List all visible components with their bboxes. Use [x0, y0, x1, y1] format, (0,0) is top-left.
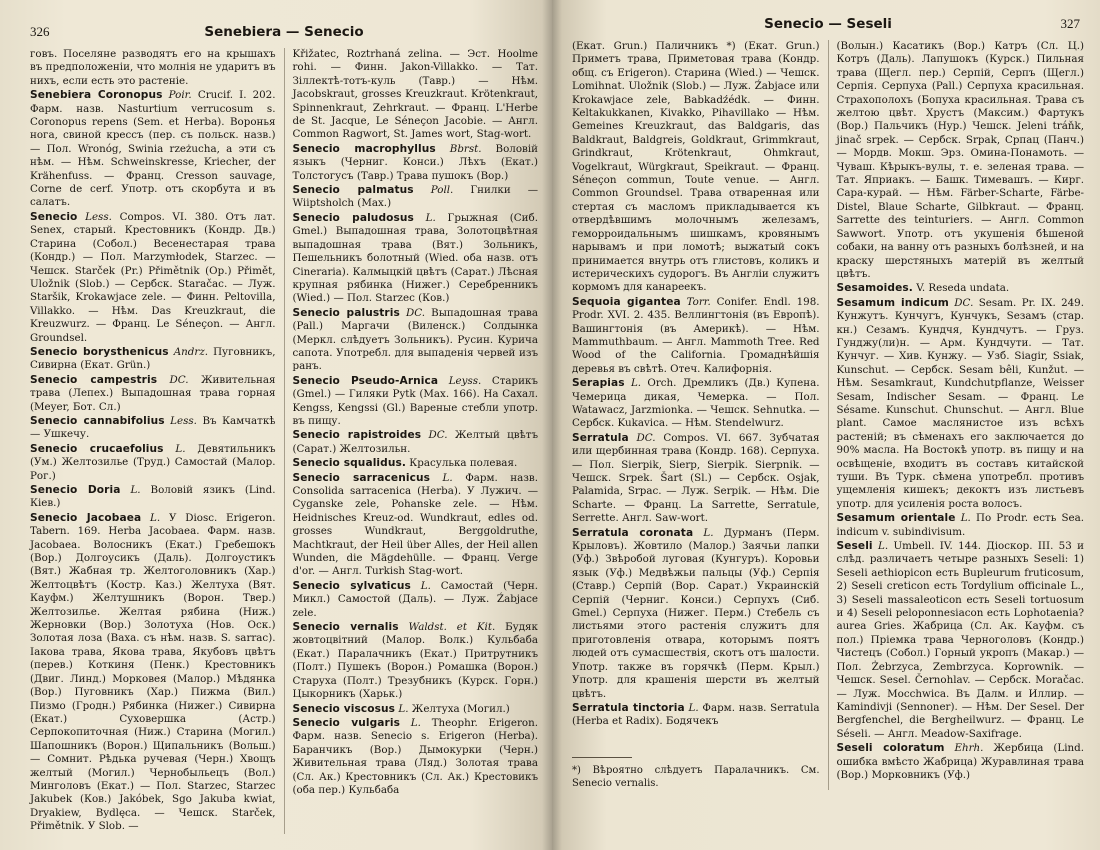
entry-headword: Senebiera Coronopus	[30, 89, 163, 102]
entry-headword: Serratula tinctoria	[572, 701, 685, 714]
dictionary-entry	[572, 702, 820, 729]
dictionary-entry	[572, 377, 820, 431]
entry-headword: Senecio palmatus	[292, 184, 414, 197]
entry-text: Umbell. IV. 144. Діоскор. III. 53 и слѣд. различаетъ четыре разныхъ Seseli: 1) Seseli aethiopicon есть Bupleurum fruticosum, 2) Seseli creticon есть Tordylium officinale L., 3) Seseli massaleoticon есть Seseli tortuosum и 4) Seseli peloponnesiacon есть Lophotaenia? aurea Gries. Жабрица (Сл. Ак. Кауфм. съ пол.) Пріемка трава Черноголовъ (Кондр.) Чистецъ (Собол.) Горный укропъ (Макар.) — Пол. Żebrzyca, Zembrzyca. Koprownik. — Чешск. Sesel. Černohlav. — Сербск. Moračac. — Луж. Mocchwica. Въ Далм. и Иллир. — Kamindivji (Sennoner). — Нѣм. Der Sesel. Der Bergfenchel, die Bergheilwurz. — Франц. Le Séseli. — Англ. Meadow-Saxifrage.	[836, 540, 1085, 740]
entry-authority: Less.	[85, 210, 112, 223]
dictionary-entry	[293, 717, 539, 797]
entry-text: Красулька полевая.	[409, 457, 518, 470]
entry-headword: Senecio macrophyllus	[292, 142, 436, 155]
entry-continuation	[572, 40, 820, 295]
entry-authority: L.	[175, 442, 186, 455]
entry-authority: L.	[688, 701, 699, 714]
entry-headword: Seseli	[836, 540, 873, 553]
entry-text: Воловій языкъ (Черниг. Конси.) Лѣхъ (Екат.) Толстогусъ (Тавр.) Трава пушокъ (Вор.)	[292, 142, 538, 182]
entry-authority: Poir.	[168, 89, 192, 102]
dictionary-entry	[572, 432, 820, 526]
entry-continuation	[837, 40, 1085, 281]
dictionary-entry	[293, 307, 539, 374]
entry-text: V. Reseda undata.	[916, 282, 1010, 295]
entry-headword: Senecio sylvaticus	[292, 579, 411, 592]
entry-headword: Senecio sarracenicus	[292, 471, 430, 484]
entry-authority: L.	[630, 377, 642, 390]
entry-text: Orch. Дремликъ (Дв.) Купена. Чемерица дикая, Чемерка. — Пол. Watawacz, Jarzmionka. — Чешск. Sehnutka. — Сербск. Kukavica. — Нѣм. Stendelwurz.	[572, 377, 820, 430]
dictionary-entry	[30, 89, 276, 210]
entry-text: говъ. Поселяне разводятъ его на крышахъ въ предположеніи, что молнія не ударитъ въ нихъ, если есть это растеніе.	[30, 48, 276, 87]
dictionary-entry	[293, 184, 539, 211]
entry-text: Crucif. I. 202. Фарм. назв. Nasturtium verrucosum s. Coronopus repens (Sem. et Herba). Воронья нога, свиной крессъ (пер. съ польск. назв.) — Пол. Wronóg, Swinia rzeżucha, а эти съ нѣм. — Нѣм. Schweinskresse, Kriecher, der Krähenfuss. — Франц. Cresson sauvage, Corne de cerf. Употр. отъ скорбута и въ салатъ.	[30, 89, 276, 209]
entry-authority: Less.	[170, 414, 197, 427]
entry-headword: Senecio viscosus	[292, 702, 396, 715]
entry-authority: Leyss.	[448, 374, 482, 387]
column-1-entries	[572, 40, 820, 729]
dictionary-entry	[293, 375, 539, 429]
entry-authority: Poll.	[430, 184, 454, 197]
entry-authority: L.	[703, 526, 714, 539]
running-head-title: Senebiera — Senecio	[204, 24, 364, 40]
page-number: 326	[30, 24, 50, 39]
entry-text: Воловій язикъ (Lind. Кіев.)	[30, 484, 276, 510]
entry-text: Sesam. Pr. IX. 249. Кунжутъ. Кунчугъ, Кунчукъ, Sезамъ (стар. кн.) Сезамъ. Кундчя, Кундчутъ. — Груз. Гунджу(ли)н. — Арм. Кундчути. — Тат. Кунчуг. — Хив. Кунжу. — Узб. Siagir, Ssiak, Kunschut. — Сербск. Sesam bêli, Kunžut. — Нѣм. Sesamkraut, Kundchutpflanze, Weisser Sesam, Indischer Sesam. — Франц. Le Sésame. Kunschut. Chunschut. — Англ. Blue plant. Самое маслянистое изъ всѣхъ растеній; въ сѣменахъ его заключается до 90% масла. На Востокѣ употр. въ пищу и на освѣщеніе, входитъ въ составъ китайской туши. Въ Турк. сѣмена употребл. противъ ущемленія кишекъ; декоктъ изъ листьевъ употр. для усиленія роста волосъ.	[836, 296, 1085, 510]
entry-text: (Екат. Grun.) Паличникъ *) (Екат. Grun.) Приметъ трава, Приметовая трава (Кондр. общ. съ Erigeron). Старина (Wied.) — Чешск. Lomihnat. Uložnik (Slob.) — Луж. Źabjace или Krokawjace zele, Babkadźédk. — Финн. Keltakukkanen, Kivakko, Pihavillako — Нѣм. Gemeines Kreuzkraut, das Baldgaris, das Baldkraut, Baldgreis, Goldkraut, Grimmkraut, Grindkraut, Krötenkraut, Ohmkraut, Vogelkraut, Würgkraut, Speikraut. — Франц. Séneçon commun, Toute venue. — Англ. Common Groundsel. Трава отваренная или стертая съ масломъ прикладывается къ отвердѣвшимъ молочнымъ железамъ, геморроидальнымъ шишкамъ, кровянымъ нарывамъ и при ломотѣ; выжатый сокъ принимается внутрь отъ глистовъ, коликъ и истерическихъ судорогъ. Въ Англіи служитъ кормомъ для канареекъ.	[572, 40, 820, 294]
footnote-rule	[572, 757, 632, 758]
dictionary-entry	[837, 512, 1085, 539]
entry-text: Жербица (Lind. ошибка вмѣсто Жабрица) Журавлиная трава (Вор.) Морковникъ (Уф.)	[836, 742, 1085, 781]
entry-continuation	[30, 48, 276, 88]
dictionary-entry	[293, 472, 539, 579]
entry-text: Въ Камчаткѣ — Ушкечу.	[30, 414, 276, 441]
columns	[572, 40, 1084, 790]
entry-authority: L.	[150, 511, 161, 524]
entry-headword: Sesamoides.	[836, 282, 913, 295]
entry-authority: L.	[130, 484, 141, 496]
entry-headword: Senecio borysthenicus	[30, 345, 169, 358]
right-page	[552, 0, 1100, 850]
entry-text: Старикъ (Gmel.) — Гиляки Pytk (Max. 166). На Сахал. Kengss, Kengssi (Gl.) Вареные стебли употр. въ пищу.	[292, 374, 538, 427]
entry-continuation	[293, 48, 539, 142]
entry-headword: Senecio vulgaris	[292, 716, 400, 729]
entry-headword: Serratula coronata	[572, 526, 694, 539]
entry-headword: Sequoia gigantea	[572, 295, 681, 308]
dictionary-entry	[30, 415, 276, 442]
entry-authority: Andrz.	[173, 345, 209, 358]
column-1	[30, 48, 276, 834]
entry-authority: L.	[960, 512, 971, 525]
dictionary-entry	[293, 621, 539, 701]
entry-authority: L.	[410, 716, 421, 729]
dictionary-entry	[293, 429, 539, 456]
entry-text: Желтуха (Могил.)	[411, 702, 510, 715]
dictionary-entry	[837, 297, 1085, 512]
entry-headword: Seseli coloratum	[836, 742, 945, 755]
dictionary-entry	[837, 742, 1085, 782]
entry-authority: L.	[425, 211, 436, 224]
entry-headword: Senecio squalidus.	[292, 457, 407, 470]
gutter-shadow	[542, 0, 552, 850]
dictionary-entry	[837, 540, 1085, 741]
dictionary-entry	[30, 484, 276, 511]
entry-authority: L.	[420, 579, 431, 592]
entry-headword: Serratula	[572, 431, 629, 444]
entry-authority: DC.	[954, 296, 974, 309]
entry-authority: L.	[878, 540, 889, 553]
columns	[30, 48, 538, 834]
entry-headword: Senecio Doria	[30, 484, 121, 496]
entry-headword: Senecio Pseudo-Arnica	[292, 374, 439, 387]
entry-text: Живительная трава (Лепех.) Выпадошная трава горная (Meyer, Бот. Сл.)	[30, 373, 276, 413]
dictionary-entry	[30, 211, 276, 345]
entry-text: Будяк жовтоцвітний (Малор. Волк.) Кульбаба (Екат.) Паралачникъ (Екат.) Притрутникъ (Полт.) Пушекъ (Ворон.) Ромашка (Ворон.) Старуха (Полт.) Трезубникъ (Курск. Горн.) Цыкорникъ (Харьк.)	[292, 621, 538, 701]
entry-headword: Sesamum indicum	[836, 296, 949, 309]
entry-text: Самостай (Черн. Микл.) Самостой (Даль). — Луж. Źabjace zele.	[292, 579, 538, 619]
entry-text: (Волын.) Касатикъ (Вор.) Катръ (Сл. Ц.) Котръ (Даль). Лапушокъ (Курск.) Пильная трава (Щегл. пер.) Серпій, Серпъ (Щегл.) Серпія. Серпуха (Pall.) Серпуха красильная. Страхополохъ (Бопуха красильная. Трава съ желтою цвѣт. Хрустъ (Максим.) Фартукъ (Вор.) Пальчикъ (Hyp.) Чешск. Jeleni tráňk, jinač srpek. — Сербск. Srpak, Српац (Панч.) — Мордв. Мокш. Эрз. Омина-Понамоть. — Чуваш. Кѣрыкъ-вулы, т. е. зеленая трава. — Тат. Яприакъ. — Башк. Тимевашъ. — Кирг. Сара-курай. — Нѣм. Färber-Scharte, Färbe-Distel, Blaue Scharte, Gilbkraut. — Франц. Sarrette des teinturiers. — Англ. Common Sawwort. Употр. отъ укушенія бѣшеной собаки, на ванну отъ разныхъ болѣзней, и на краску шерстяныхъ матерій въ желтый цвѣтъ.	[836, 40, 1085, 280]
page-number: 327	[1060, 16, 1080, 31]
running-head	[572, 14, 1084, 34]
dictionary-entry	[30, 512, 276, 834]
dictionary-entry	[30, 443, 276, 483]
entry-authority: L.	[442, 471, 453, 484]
entry-headword: Senecio crucaefolius	[30, 442, 164, 455]
entry-text: Фарм. назв. Serratula (Herba et Radix). Бодячекъ	[572, 701, 820, 728]
dictionary-entry	[30, 374, 276, 414]
entry-text: Compos. VI. 380. Отъ лат. Senex, старый. Крестовникъ (Кондр. Дв.) Старина (Собол.) Весенестарая трава (Кондр.) — Пол. Marzymłodek, Starzec. — Чешск. Starček (Pr.) Přimětnik (Op.) Přimět, Uložnik (Slob.) — Сербск. Staračac. — Луж. Staršik, Krokawjace zele. — Финн. Peltovilla, Villakko. — Нѣм. Das Kreuzkraut, die Kreuzwurz. — Франц. Le Séneçon. — Англ. Groundsel.	[30, 210, 276, 344]
entry-authority: DC.	[636, 431, 656, 444]
entry-text: Девятильникъ (Ум.) Желтозилье (Труд.) Самостай (Малор. Рог.)	[30, 442, 276, 482]
running-head-title: Senecio — Seseli	[764, 16, 892, 32]
dictionary-entry	[293, 703, 539, 716]
entry-text: Фарм. назв. Consolida sarracenica (Herba). У Лужич. — Cyganske zele, Pohanske zele. — Нѣм. Heidnisches Kreuz-od. Wundkraut, edles od. grosses Wundkraut, Berggoldruthe, Machtkraut, der Heil über Alles, der Heil allen Wunden, die Mägdehülle. — Франц. Verge d'or. — Англ. Turkish Stag-wort.	[292, 471, 538, 578]
column-2	[837, 40, 1085, 790]
entry-authority: Bbrst.	[449, 142, 482, 155]
entry-headword: Senecio campestris	[30, 373, 158, 386]
entry-text: Theophr. Erigeron. Фарм. назв. Senecio s. Erigeron (Herba). Баранчикъ (Вор.) Дымокурки (Черн.) Живительная трава (Ляд.) Золотая трава (Сл. Ак.) Крестовникъ (Сл. Ак.) Крестовикъ (оба пер.) Кульбаба	[292, 716, 538, 796]
entry-text: Пуговникъ, Сивирна (Екат. Grün.)	[30, 345, 276, 372]
entry-headword: Sesamum orientale	[836, 512, 956, 525]
entry-authority: DC.	[406, 306, 426, 319]
entry-headword: Senecio palustris	[292, 306, 400, 319]
footnote: *) Вѣроятно слѣдуетъ Паралачникъ. См. Senecio vernalis.	[572, 764, 820, 789]
entry-headword: Senecio cannabifolius	[30, 414, 165, 427]
entry-authority: Ehrh.	[954, 742, 984, 755]
entry-text: Conifer. Endl. 198. Prodr. XVI. 2. 435. Веллингтонія (въ Европѣ). Вашингтонія (въ Америкѣ). — Нѣм. Mammuthbaum. — Англ. Mammoth Tree. Red Wood of the California. Громаднѣйшія деревья въ свѣтѣ. Отеч. Калифорнія.	[572, 295, 820, 375]
entry-text: У Diosc. Erigeron. Tabern. 169. Herba Jacobaea. Фарм. назв. Jacobaea. Волосникъ (Екат.) Гребешокъ (Вор.) Долгоусикъ (Даль). Долгоустикъ (Вят.) Жабная тр. Желтоголовникъ (Хар.) Желтоцвѣтъ (Костр. Каз.) Желтуха (Вят. Кауфм.) Желтушникъ (Ворон. Твер.) Желтозилье. Желтая рябина (Ниж.) Жерновки (Вор.) Золотуха (Нов. Оск.) Золотая лоза (Ваха. съ нѣм. назв. S. sarrac). Іакова трава, Якова трава, Якубовъ цвѣтъ (перев.) Коткиня (Пенк.) Крестовникъ (Двиг. Линд.) Морковея (Малор.) Мѣдянка (Вор.) Пуговникъ (Хар.) Пижма (Вил.) Пизмо (Гродн.) Рябинка (Нижег.) Сивирна (Екат.) Суховершка (Астр.) Серпокопиточная (Ниж.) Старина (Могил.) Шапошникъ (Ворон.) Щипальникъ (Вольш.) — Сомнит. Рѣдька ручевая (Черн.) Хвощъ желтый (Могил.) Чернобыльецъ (Вол.) Минголовъ (Екат.) — Пол. Starzec, Starzec Jakubek (Ков.) Jakóbek, Sgo Jakuba kwiat, Dryakiew, Bydlęca. — Чешск. Starček, Přimětnik. У Slob. —	[30, 511, 276, 833]
column-rule	[828, 40, 829, 790]
entry-text: Křižatec, Roztrhaná zelina. — Эст. Hoolme rohi. — Финн. Jakon-Villakko. — Тат. Зіллектѣ-тотъ-куль (Тавр.) — Нѣм. Jacobskraut, grosses Kreuzkraut. Krötenkraut, Spinnenkraut, Zehrkraut. — Франц. L'Herbe de St. Jacque, Le Séneçon Jacobie. — Англ. Common Ragwort, St. James wort, Stag-wort.	[292, 48, 538, 141]
entry-text: Дурманъ (Перм. Крыловъ). Жовтило (Малор.) Заячьи лапки (Уф.) Звѣробой луговая (Кунгуръ). Коровьи язык (Уф.) Медвѣжьи пальцы (Уф.) Серпія (Ставр.) Серпій (Вор. Сарат.) Украинскій Серпій (Черниг. Конси.) Серпухъ (Сиб. Gmel.) Серпуха (Нижег. Перм.) Стебель съ листьями этого растенія служитъ для приготовленія отвара, которымъ поятъ людей отъ сумасшествія, скотъ отъ шалости. Употр. также въ горячкѣ (Перм. Крыл.) Употр. для крашенія шерсти въ желтый цвѣтъ.	[572, 526, 820, 700]
entry-headword: Senecio paludosus	[292, 211, 414, 224]
entry-text: По Prodr. есть Sea. indicum v. subindivisum.	[836, 512, 1085, 538]
gutter-shadow	[552, 0, 562, 850]
entry-authority: Torr.	[686, 295, 711, 308]
entry-text: Желтый цвѣтъ (Сарат.) Желтозильн.	[292, 429, 538, 455]
dictionary-entry	[572, 527, 820, 701]
entry-headword: Senecio vernalis	[292, 621, 399, 634]
entry-authority: Waldst. et Kit.	[408, 621, 496, 634]
entry-headword: Senecio	[30, 210, 78, 223]
entry-headword: Senecio rapistroides	[292, 429, 422, 442]
running-head	[30, 22, 538, 42]
entry-authority: L.	[398, 702, 409, 715]
column-rule	[284, 48, 285, 834]
entry-authority: DC.	[169, 373, 189, 386]
dictionary-entry	[30, 346, 276, 373]
dictionary-entry	[572, 296, 820, 376]
entry-text: Гнилки — Wiiptsholch (Max.)	[292, 184, 539, 210]
dictionary-entry	[293, 457, 539, 470]
entry-authority: DC.	[428, 429, 448, 442]
entry-text: Compos. VI. 667. Зубчатая или щербинная трава (Кондр. 168). Серпуха. — Пол. Sierpik, Sierp, Sierpik. Sierpnik. — Чешск. Srpek. Šart (Sl.) — Сербск. Osjak, Palamida, Srpac. — Луж. Serpik. — Нѣм. Die Scharte. — Франц. La Sarrette, Serratule, Serrette. Англ. Saw-wort.	[572, 431, 820, 525]
column-1	[572, 40, 820, 790]
column-2	[293, 48, 539, 834]
dictionary-entry	[293, 212, 539, 306]
entry-headword: Senecio Jacobaea	[30, 511, 142, 524]
entry-text: Грыжная (Сиб. Gmel.) Выпадошная трава, Золотоцвѣтная выпадошная трава (Вят.) Зольникъ, Пешельникъ болотный (Wied. оба назв. отъ Cineraria). Калмыцкій цвѣтъ (Сарат.) Лѣсная крупная рябинка (Нижег.) Серебренникъ (Wied.) — Пол. Starzec (Ков.)	[292, 211, 538, 305]
dictionary-entry	[293, 143, 539, 183]
dictionary-entry	[837, 282, 1085, 295]
entry-text: Выпадошная трава (Pall.) Маргачи (Виленск.) Солдынка (Меркл. слѣдуетъ Зольникъ). Русин. Курича сапота. Употребл. для выпаденія червей изъ ранъ.	[292, 306, 538, 373]
dictionary-entry	[293, 580, 539, 620]
entry-headword: Serapias	[572, 377, 625, 390]
